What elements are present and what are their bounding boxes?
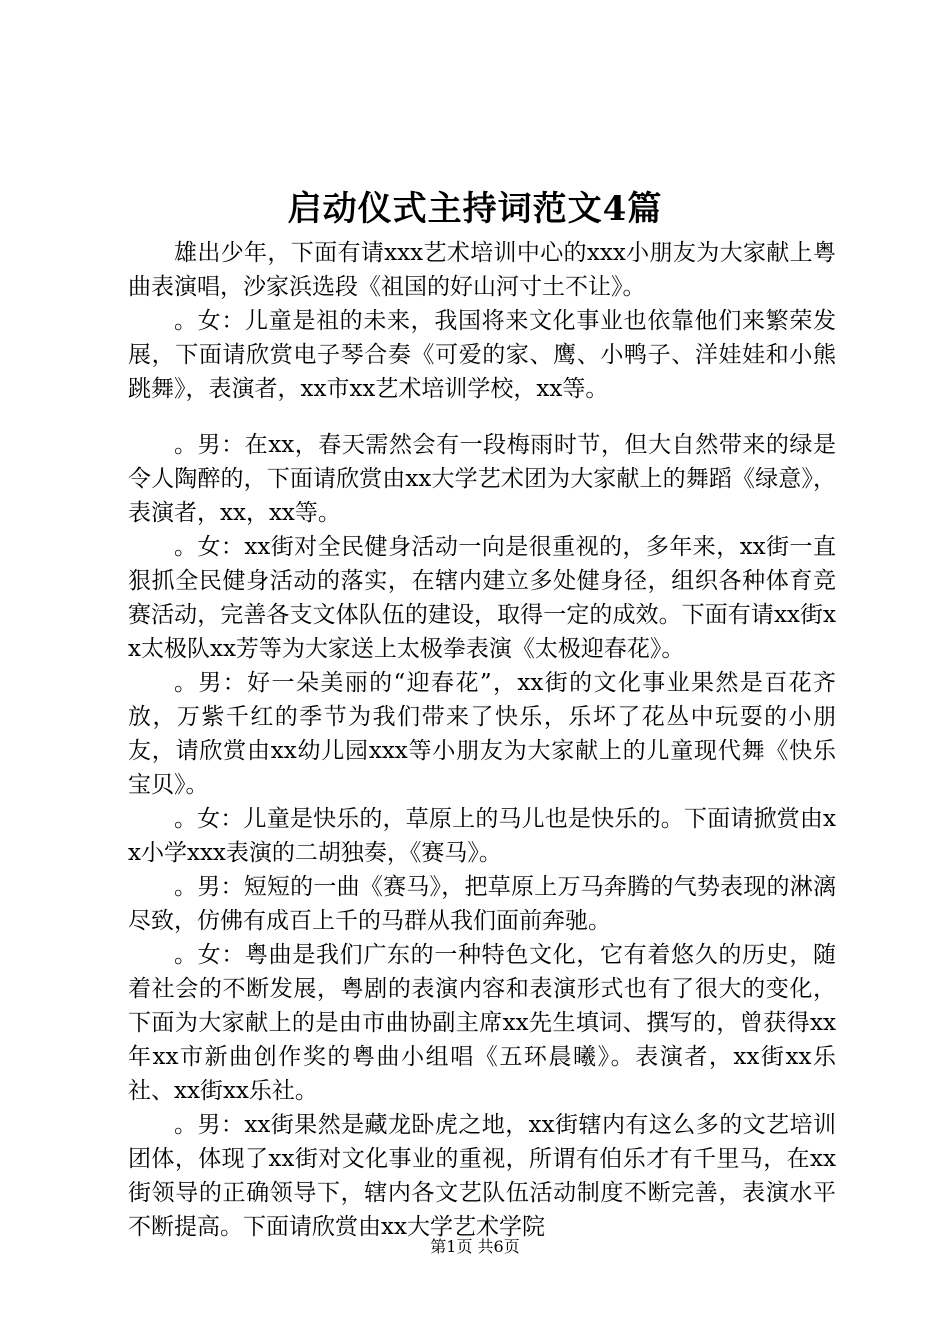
- paragraph: 。女：粤曲是我们广东的一种特色文化，它有着悠久的历史，随着社会的不断发展，粤剧的表演内容和表演形式也有了很大的变化，下面为大家献上的是由市曲协副主席xx先生填词、撰写的，曾获得xx年xx市新曲创作奖的粤曲小组唱《五环晨曦》。表演者，xx街xx乐社、xx街xx乐社。: [128, 942, 836, 1104]
- paragraph: 。女：儿童是祖的未来，我国将来文化事业也依靠他们来繁荣发展，下面请欣赏电子琴合奏《可爱的家、鹰、小鸭子、洋娃娃和小熊跳舞》，表演者，xx市xx艺术培训学校，xx等。: [128, 308, 836, 402]
- paragraph: 。男：好一朵美丽的“迎春花”，xx街的文化事业果然是百花齐放，万紫千红的季节为我们带来了快乐，乐坏了花丛中玩耍的小朋友，请欣赏由xx幼儿园xxx等小朋友为大家献上的儿童现代舞《快乐宝贝》。: [128, 670, 836, 798]
- paragraph: 。男：短短的一曲《赛马》，把草原上万马奔腾的气势表现的淋漓尽致，仿佛有成百上千的马群从我们面前奔驰。: [128, 874, 836, 934]
- paragraph: 。男：xx街果然是藏龙卧虎之地，xx街辖内有这么多的文艺培训团体，体现了xx街对文化事业的重视，所谓有伯乐才有千里马，在xx街领导的正确领导下，辖内各文艺队伍活动制度不断完善，表演水平不断提高。下面请欣赏由xx大学艺术学院: [128, 1112, 836, 1240]
- document-title: 启动仪式主持词范文4篇: [287, 189, 663, 229]
- paragraph: 。女：xx街对全民健身活动一向是很重视的，多年来，xx街一直狠抓全民健身活动的落实，在辖内建立多处健身径，组织各种体育竞赛活动，完善各支文体队伍的建设，取得一定的成效。下面有请xx街xx太极队xx芳等为大家送上太极拳表演《太极迎春花》。: [128, 534, 836, 662]
- paragraph: 。男：在xx，春天需然会有一段梅雨时节，但大自然带来的绿是令人陶醉的，下面请欣赏由xx大学艺术团为大家献上的舞蹈《绿意》，表演者，xx，xx等。: [128, 432, 836, 526]
- page-footer: 第1页 共6页: [430, 1237, 520, 1256]
- paragraph: 。女：儿童是快乐的，草原上的马儿也是快乐的。下面请掀赏由xx小学xxx表演的二胡独奏，《赛马》。: [128, 806, 836, 866]
- paragraph: 雄出少年，下面有请xxx艺术培训中心的xxx小朋友为大家献上粤曲表演唱，沙家浜选段《祖国的好山河寸土不让》。: [128, 240, 836, 300]
- document-body: [128, 236, 836, 1244]
